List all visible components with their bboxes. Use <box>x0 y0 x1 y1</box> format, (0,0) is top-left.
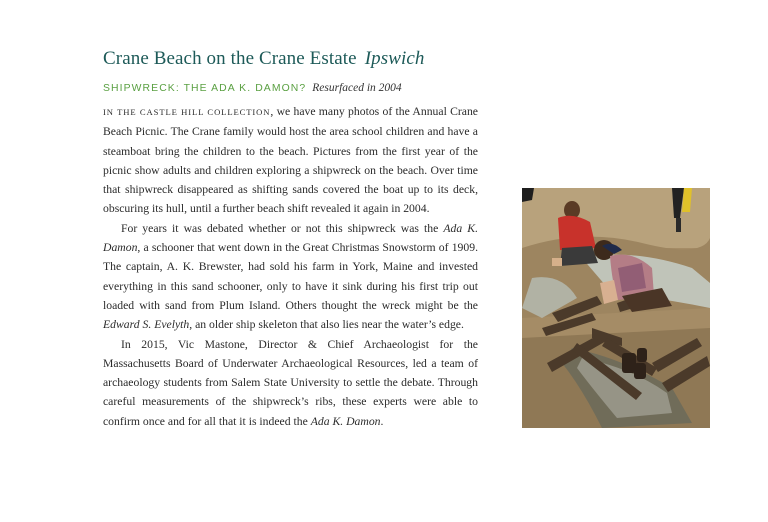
section-subheading <box>103 82 402 94</box>
title-text: Crane Beach on the Crane Estate <box>103 48 357 69</box>
paragraph-3-text-a: In 2015, Vic Mastone, Director & Chief Archaeologist for the Massachusetts Board of Underwater Archaeological Resources, led a team of archaeology students from Salem State University to settle the debate. Through careful measurements of the shipwreck’s ribs, these experts were able to confirm once and for all that it is indeed the <box>103 337 478 428</box>
shipwreck-excavation-photo <box>522 188 710 428</box>
ship-name: Edward S. Evelyth <box>103 318 190 332</box>
paragraph-1-text: , we have many photos of the Annual Crane Beach Picnic. The Crane family would host the area school children and have a steamboat bring the children to the beach. Pictures from the first year of the picnic show adults and children exploring a shipwreck on the beach. Over time that shipwreck disappeared as shifting sands covered the boat up to its deck, obscuring its hull, until a further beach shift revealed it again in 2004. <box>103 105 478 216</box>
paragraph-3-text-b: . <box>380 414 384 428</box>
paragraph-2-text-c: , an older ship skeleton that also lies near the water’s edge. <box>189 318 464 332</box>
paragraph-3 <box>103 335 478 431</box>
paragraph-2-text-b: , a schooner that went down in the Great Christmas Snowstorm of 1909. The captain, A. K. Brewster, had sold his farm in York, Maine and invested everything in this sand schooner, only to have it sink during his first trip out loaded with sand from Plum Island. Others thought the wreck might be the <box>103 241 478 312</box>
paragraph-2-text-a: For years it was debated whether or not this shipwreck was the <box>121 221 444 235</box>
section-kicker: SHIPWRECK: THE ADA K. DAMON? <box>103 83 307 94</box>
ship-name: Ada K. Damon <box>310 414 381 428</box>
ship-name: Ada K. Damon <box>103 221 479 255</box>
page-title <box>103 48 425 70</box>
title-place: Ipswich <box>364 48 425 69</box>
article-body <box>103 102 478 431</box>
resurfaced-note: Resurfaced in 2004 <box>312 82 402 94</box>
paragraph-2 <box>103 219 478 335</box>
lead-in: IN THE CASTLE HILL COLLECTION <box>103 107 271 117</box>
paragraph-1 <box>103 102 478 219</box>
